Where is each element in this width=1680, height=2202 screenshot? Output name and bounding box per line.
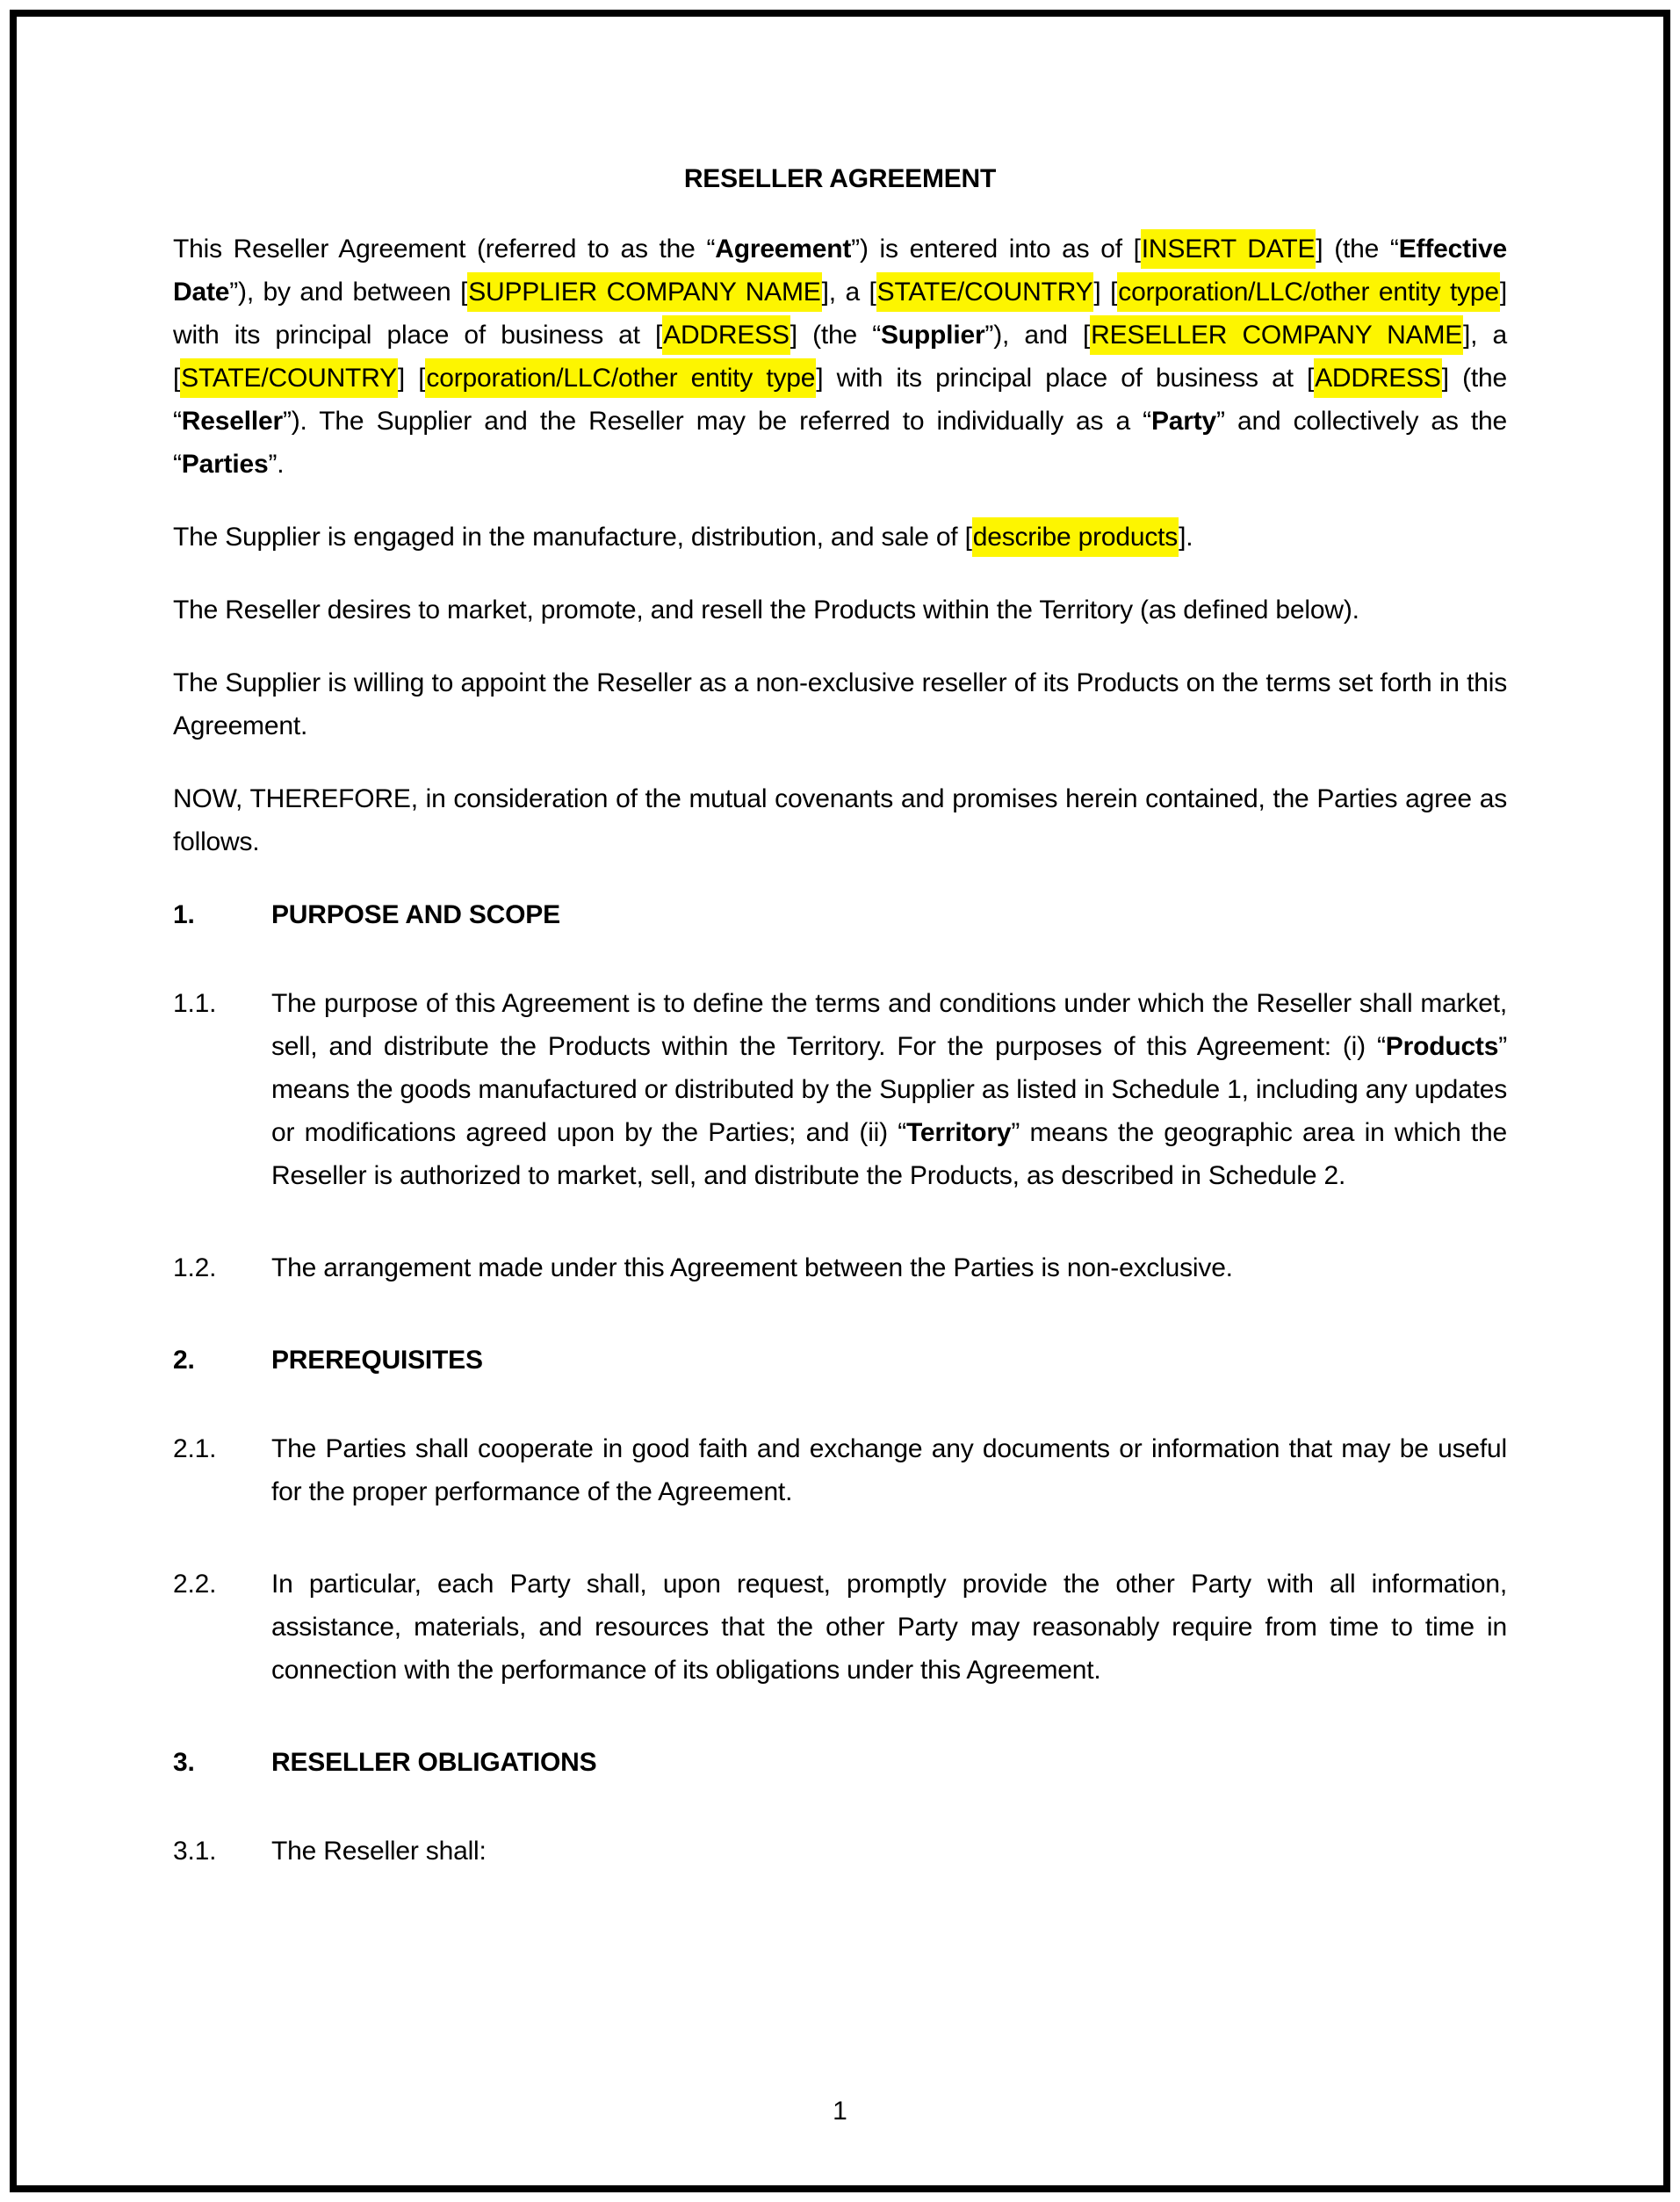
intro-paragraphs	[173, 227, 1507, 863]
text-run: ] (the “	[1316, 235, 1399, 264]
clause-text	[271, 1246, 1507, 1289]
section-number: 1.	[173, 900, 195, 929]
intro-paragraph	[173, 588, 1507, 632]
placeholder-highlight: STATE/COUNTRY	[180, 358, 398, 398]
defined-term: Reseller	[181, 407, 283, 436]
section-title: PURPOSE AND SCOPE	[271, 900, 560, 929]
numbered-clause	[173, 1830, 1507, 1873]
text-run: ” means the geographic area in which the Reseller is authorized to market, sell, and distribute the Products, as described in Schedule 2.	[271, 1118, 1507, 1190]
defined-term: Supplier	[881, 321, 985, 350]
text-run: The Reseller desires to market, promote, and resell the Products within the Territory (as defined below).	[173, 596, 1359, 625]
text-run: NOW, THEREFORE, in consideration of the mutual covenants and promises herein contained, the Parties agree as follows.	[173, 784, 1507, 856]
intro-paragraph	[173, 227, 1507, 486]
text-run: The purpose of this Agreement is to define the terms and conditions under which the Reseller shall market, sell, and distribute the Products within the Territory. For the purposes of this Agreement: (i) “	[271, 989, 1507, 1061]
section-heading	[173, 893, 1507, 936]
text-run: ” and collectively as the “	[173, 407, 1507, 479]
placeholder-highlight: ADDRESS	[1314, 358, 1442, 398]
text-run: ”). The Supplier and the Reseller may be referred to individually as a “	[282, 407, 1151, 436]
intro-paragraph	[173, 516, 1507, 559]
page-number: 1	[833, 2097, 847, 2126]
text-run: ].	[1179, 523, 1193, 552]
text-run: ”), by and between [	[229, 278, 468, 307]
text-run: The Supplier is engaged in the manufacture, distribution, and sale of [	[173, 523, 972, 552]
text-run: In particular, each Party shall, upon request, promptly provide the other Party with all information, assistance, materials, and resources that the other Party may reasonably require from time to time in connection with the performance of its obligations under this Agreement.	[271, 1570, 1507, 1685]
text-run: The Supplier is willing to appoint the Reseller as a non-exclusive reseller of its Products on the terms set forth in this Agreement.	[173, 668, 1507, 740]
clause-text	[271, 1427, 1507, 1513]
clause-text	[271, 1830, 1507, 1873]
intro-paragraph	[173, 661, 1507, 747]
text-run: ”) is entered into as of [	[851, 235, 1141, 264]
placeholder-highlight: INSERT DATE	[1141, 229, 1316, 269]
placeholder-highlight: STATE/COUNTRY	[876, 272, 1094, 312]
defined-term: Effective Date	[173, 235, 1507, 307]
clause-number: 2.2.	[173, 1570, 217, 1599]
placeholder-highlight: ADDRESS	[662, 315, 790, 355]
page-border	[10, 10, 1670, 2192]
defined-term: Territory	[906, 1118, 1012, 1147]
numbered-clause	[173, 1563, 1507, 1692]
text-run: ] with its principal place of business at [	[173, 278, 1508, 350]
section-number: 3.	[173, 1748, 195, 1777]
numbered-clause	[173, 1246, 1507, 1289]
text-run: ] (the “	[790, 321, 881, 350]
section-title: RESELLER OBLIGATIONS	[271, 1748, 597, 1777]
clause-number: 2.1.	[173, 1434, 217, 1463]
clause-number: 1.1.	[173, 989, 217, 1018]
defined-term: Products	[1385, 1032, 1499, 1061]
document-title: RESELLER AGREEMENT	[683, 164, 997, 193]
numbered-clause	[173, 1427, 1507, 1513]
text-run: ] [	[397, 364, 426, 393]
section-title: PREREQUISITES	[271, 1346, 483, 1375]
placeholder-highlight: SUPPLIER COMPANY NAME	[467, 272, 821, 312]
section-heading	[173, 1741, 1507, 1784]
clause-number: 3.1.	[173, 1837, 217, 1866]
clause-number: 1.2.	[173, 1253, 217, 1282]
defined-term: Party	[1150, 407, 1217, 436]
clause-text	[271, 1563, 1507, 1692]
clause-text	[271, 982, 1507, 1197]
text-run: ”), and [	[984, 321, 1091, 350]
text-run: ] (the “	[173, 364, 1508, 436]
numbered-clause	[173, 982, 1507, 1197]
page-content	[17, 17, 1663, 2185]
defined-term: Parties	[181, 450, 269, 479]
text-run: This Reseller Agreement (referred to as the “	[173, 235, 716, 264]
text-run: ”.	[268, 450, 285, 479]
placeholder-highlight: corporation/LLC/other entity type	[425, 358, 816, 398]
text-run: ” means the goods manufactured or distributed by the Supplier as listed in Schedule 1, including any updates or modifications agreed upon by the Parties; and (ii) “	[271, 1032, 1507, 1147]
placeholder-highlight: RESELLER COMPANY NAME	[1090, 315, 1463, 355]
section-number: 2.	[173, 1346, 195, 1375]
sections	[173, 893, 1507, 1873]
text-run: ] [	[1093, 278, 1118, 307]
placeholder-highlight: corporation/LLC/other entity type	[1117, 272, 1500, 312]
intro-paragraph	[173, 777, 1507, 863]
text-run: ], a [	[821, 278, 876, 307]
text-run: ], a [	[173, 321, 1507, 393]
text-run: ] with its principal place of business at [	[816, 364, 1315, 393]
placeholder-highlight: describe products	[972, 517, 1179, 557]
text-run: The Reseller shall:	[271, 1837, 487, 1866]
text-run: The arrangement made under this Agreement between the Parties is non-exclusive.	[271, 1253, 1233, 1282]
section-heading	[173, 1339, 1507, 1382]
text-run: The Parties shall cooperate in good faith and exchange any documents or information that may be useful for the proper performance of the Agreement.	[271, 1434, 1507, 1506]
defined-term: Agreement	[715, 235, 852, 264]
